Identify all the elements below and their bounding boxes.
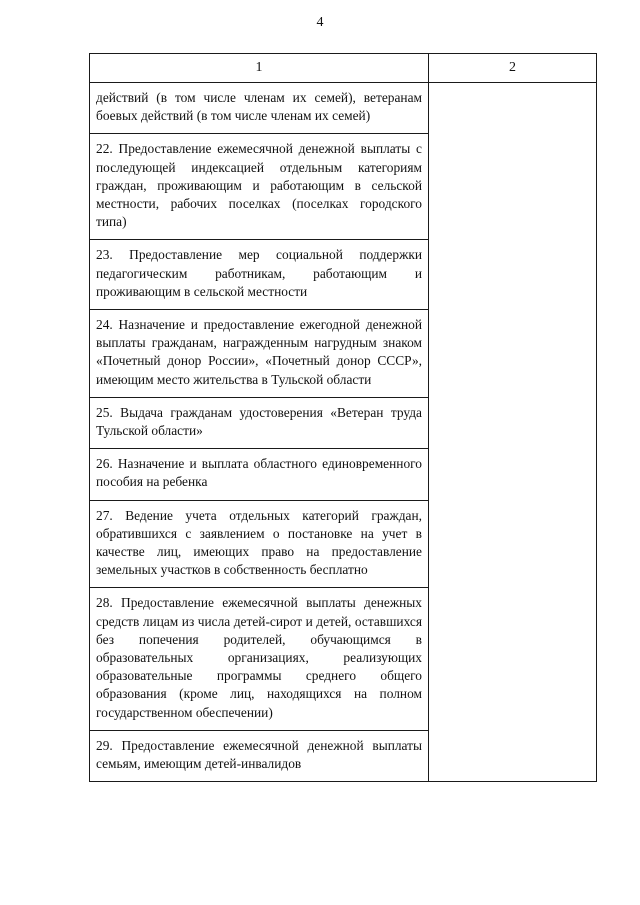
service-description: 27. Ведение учета отдельных категорий граждан, обратившихся с заявлением о постановке на учет в качестве лиц, имеющих право на предоставление земельных участков в собственность бесплатно [90,500,429,588]
service-description: 23. Предоставление мер социальной поддержки педагогическим работникам, работающим и проживающим в сельской местности [90,240,429,310]
column-header-2: 2 [429,54,597,83]
service-description: 28. Предоставление ежемесячной выплаты денежных средств лицам из числа детей-сирот и детей, оставшихся без попечения родителей, обучающимся в образовательных организациях, реализующих образовательные программы среднего общего образования (кроме лиц, находящихся на полном государственном обеспечении) [90,588,429,730]
table-row [90,310,597,398]
table-row [90,83,597,134]
empty-cell [429,310,597,398]
empty-cell [429,449,597,500]
column-header-1: 1 [90,54,429,83]
service-description: 29. Предоставление ежемесячной денежной выплаты семьям, имеющим детей-инвалидов [90,730,429,781]
table-row [90,240,597,310]
table-row [90,397,597,448]
empty-cell [429,588,597,730]
empty-cell [429,83,597,134]
empty-cell [429,730,597,781]
table-row [90,588,597,730]
service-description: 25. Выдача гражданам удостоверения «Ветеран труда Тульской области» [90,397,429,448]
empty-cell [429,500,597,588]
table-row [90,449,597,500]
table-row [90,500,597,588]
empty-cell [429,240,597,310]
service-description: 24. Назначение и предоставление ежегодной денежной выплаты гражданам, награжденным нагрудным знаком «Почетный донор России», «Почетный донор СССР», имеющим место жительства в Тульской области [90,310,429,398]
empty-cell [429,397,597,448]
service-description: 22. Предоставление ежемесячной денежной выплаты с последующей индексацией отдельным категориям граждан, проживающим и работающим в сельской местности, рабочих поселках (поселках городского типа) [90,134,429,240]
table-row [90,730,597,781]
table-row [90,134,597,240]
empty-cell [429,134,597,240]
services-table [89,53,597,782]
service-description: действий (в том числе членам их семей), ветеранам боевых действий (в том числе членам их семей) [90,83,429,134]
table-header-row [90,54,597,83]
page-number: 4 [316,15,324,30]
service-description: 26. Назначение и выплата областного единовременного пособия на ребенка [90,449,429,500]
